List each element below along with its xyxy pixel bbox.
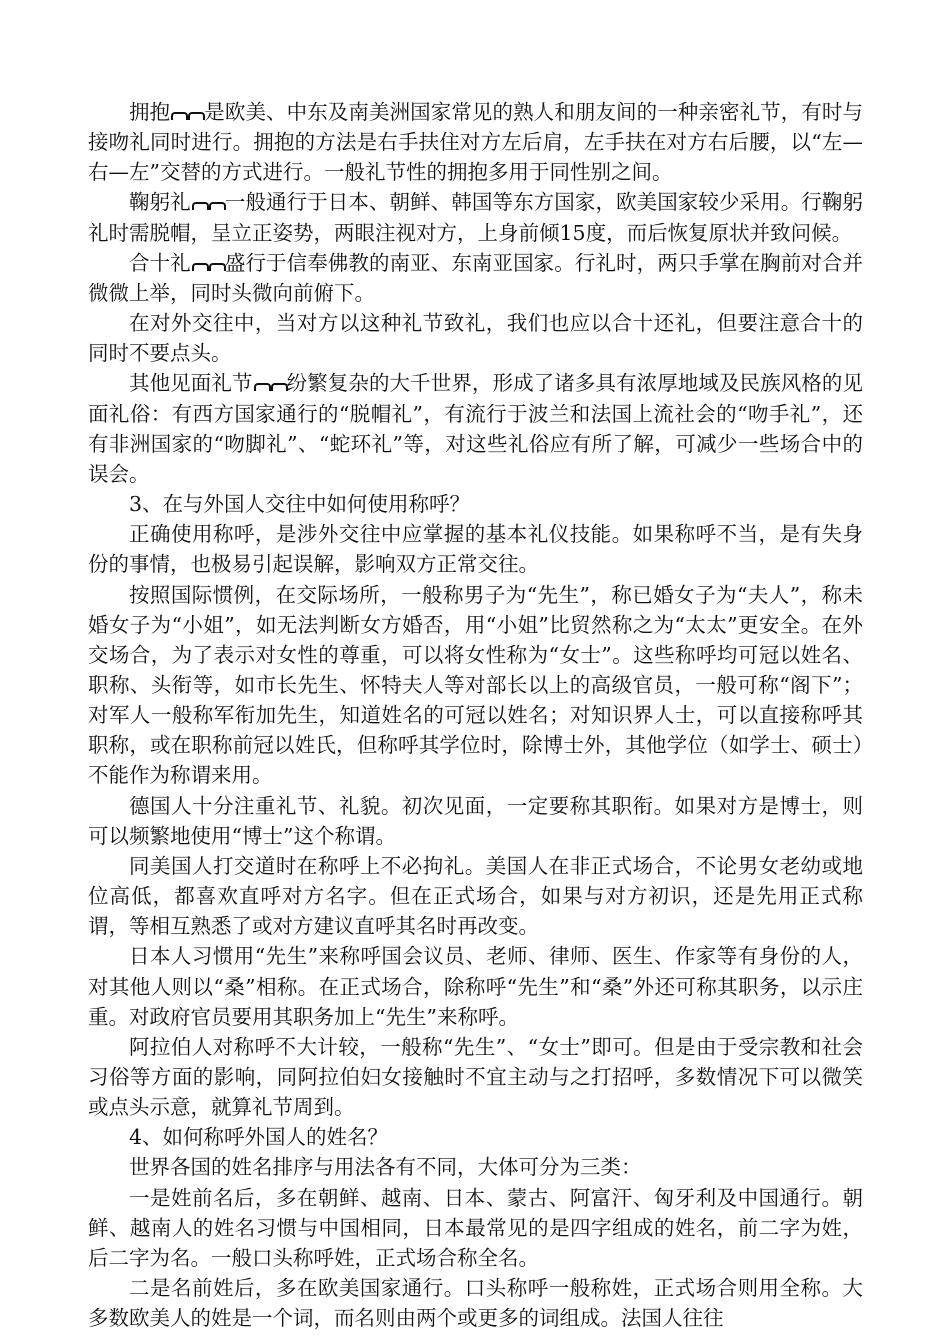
bracket-marker-icon <box>170 110 204 120</box>
paragraph-text: 一般通行于日本、朝鲜、韩国等东方国家，欧美国家较少采用。行鞠躬礼时需脱帽，呈立正姿势，两眼注视对方，上身前倾15度，而后恢复原状并致问候。 <box>88 190 863 245</box>
bracket-marker-icon <box>253 381 287 391</box>
paragraph-text: 3、在与外国人交往中如何使用称呼？ <box>129 492 471 517</box>
paragraph-japan <box>88 941 863 1031</box>
paragraph-arab <box>88 1032 863 1122</box>
paragraph-lead: 合十礼 <box>129 250 191 275</box>
paragraph-text: 世界各国的姓名排序与用法各有不同，大体可分为三类： <box>129 1155 642 1180</box>
paragraph-text: 一是姓前名后，多在朝鲜、越南、日本、蒙古、阿富汗、匈牙利及中国通行。朝鲜、越南人的姓名习惯与中国相同，日本最常见的是四字组成的姓名，前二字为姓，后二字为名。一般口头称呼姓，正式场合称全名。 <box>88 1185 863 1270</box>
paragraph-text: 阿拉伯人对称呼不大计较，一般称“先生”、“女士”即可。但是由于受宗教和社会习俗等方面的影响，同阿拉伯妇女接触时不宜主动与之打招呼，多数情况下可以微笑或点头示意，就算礼节周到。 <box>88 1034 863 1120</box>
bracket-marker-icon <box>191 200 225 210</box>
paragraph-given-name-first <box>88 1273 863 1333</box>
section-heading-3 <box>88 489 863 519</box>
paragraph-palms-together <box>88 248 863 308</box>
paragraph-lead: 拥抱 <box>129 100 171 124</box>
paragraph-surname-first <box>88 1183 863 1273</box>
paragraph-other-greetings <box>88 368 863 489</box>
paragraph-text: 德国人十分注重礼节、礼貌。初次见面，一定要称其职衔。如果对方是博士，则可以频繁地使用“博士”这个称谓。 <box>88 793 863 848</box>
paragraph-germany <box>88 791 863 851</box>
paragraph-text: 是欧美、中东及南美洲国家常见的熟人和朋友间的一种亲密礼节，有时与接吻礼同时进行。拥抱的方法是右手扶住对方左后肩，左手扶在对方右后腰，以“左—右—左”交替的方式进行。一般礼节性的拥抱多用于同性别之间。 <box>88 100 864 185</box>
paragraph-text: 按照国际惯例，在交际场所，一般称男子为“先生”，称已婚女子为“夫人”，称未婚女子为“小姐”，如无法判断女方婚否，用“小姐”比贸然称之为“太太”更安全。在外交场合，为了表示对女性的尊重，可以将女性称为“女士”。这些称呼均可冠以姓名、职称、头衔等，如市长先生、怀特夫人等对部长以上的高级官员，一般可称“阁下”；对军人一般称军衔加先生，知道姓名的可冠以姓名；对知识界人士，可以直接称呼其职称，或在职称前冠以姓氏，但称呼其学位时，除博士外，其他学位（如学士、硕士）不能作为称谓来用。 <box>88 582 863 788</box>
section-heading-4 <box>88 1122 863 1152</box>
paragraph-lead: 鞠躬礼 <box>129 190 191 215</box>
bracket-marker-icon <box>191 261 225 271</box>
paragraph-text: 二是名前姓后，多在欧美国家通行。口头称呼一般称姓，正式场合则用全称。大多数欧美人的姓是一个词，而名则由两个或更多的词组成。法国人往往 <box>88 1276 863 1331</box>
paragraph-palms-reply <box>88 308 863 368</box>
paragraph-lead: 其他见面礼节 <box>129 371 253 396</box>
paragraph-text: 同美国人打交道时在称呼上不必拘礼。美国人在非正式场合，不论男女老幼或地位高低，都喜欢直呼对方名字。但在正式场合，如果与对方初识，还是先用正式称谓，等相互熟悉了或对方建议直呼其名时再改变。 <box>88 853 863 939</box>
paragraph-usa <box>88 851 863 941</box>
paragraph-international-practice <box>88 580 863 791</box>
paragraph-text: 盛行于信奉佛教的南亚、东南亚国家。行礼时，两只手掌在胸前对合并微微上举，同时头微向前俯下。 <box>88 250 863 305</box>
paragraph-text: 日本人习惯用“先生”来称呼国会议员、老师、律师、医生、作家等有身份的人，对其他人则以“桑”相称。在正式场合，除称呼“先生”和“桑”外还可称其职务，以示庄重。对政府官员要用其职务加上“先生”来称呼。 <box>88 944 863 1029</box>
paragraph-bow <box>88 187 863 247</box>
paragraph-hug <box>88 97 863 187</box>
paragraph-text: 在对外交往中，当对方以这种礼节致礼，我们也应以合十还礼，但要注意合十的同时不要点头。 <box>88 311 863 366</box>
paragraph-text: 正确使用称呼，是涉外交往中应掌握的基本礼仪技能。如果称呼不当，是有失身份的事情，也极易引起误解，影响双方正常交往。 <box>88 522 863 577</box>
paragraph-address-intro <box>88 519 863 579</box>
document-page <box>88 97 863 1333</box>
paragraph-text: 纷繁复杂的大千世界，形成了诸多具有浓厚地域及民族风格的见面礼俗：有西方国家通行的“脱帽礼”，有流行于波兰和法国上流社会的“吻手礼”，还有非洲国家的“吻脚礼”、“蛇环礼”等，对这些礼俗应有所了解，可减少一些场合中的误会。 <box>88 371 864 486</box>
paragraph-name-order-intro <box>88 1152 863 1182</box>
paragraph-text: 4、如何称呼外国人的姓名？ <box>129 1125 389 1150</box>
